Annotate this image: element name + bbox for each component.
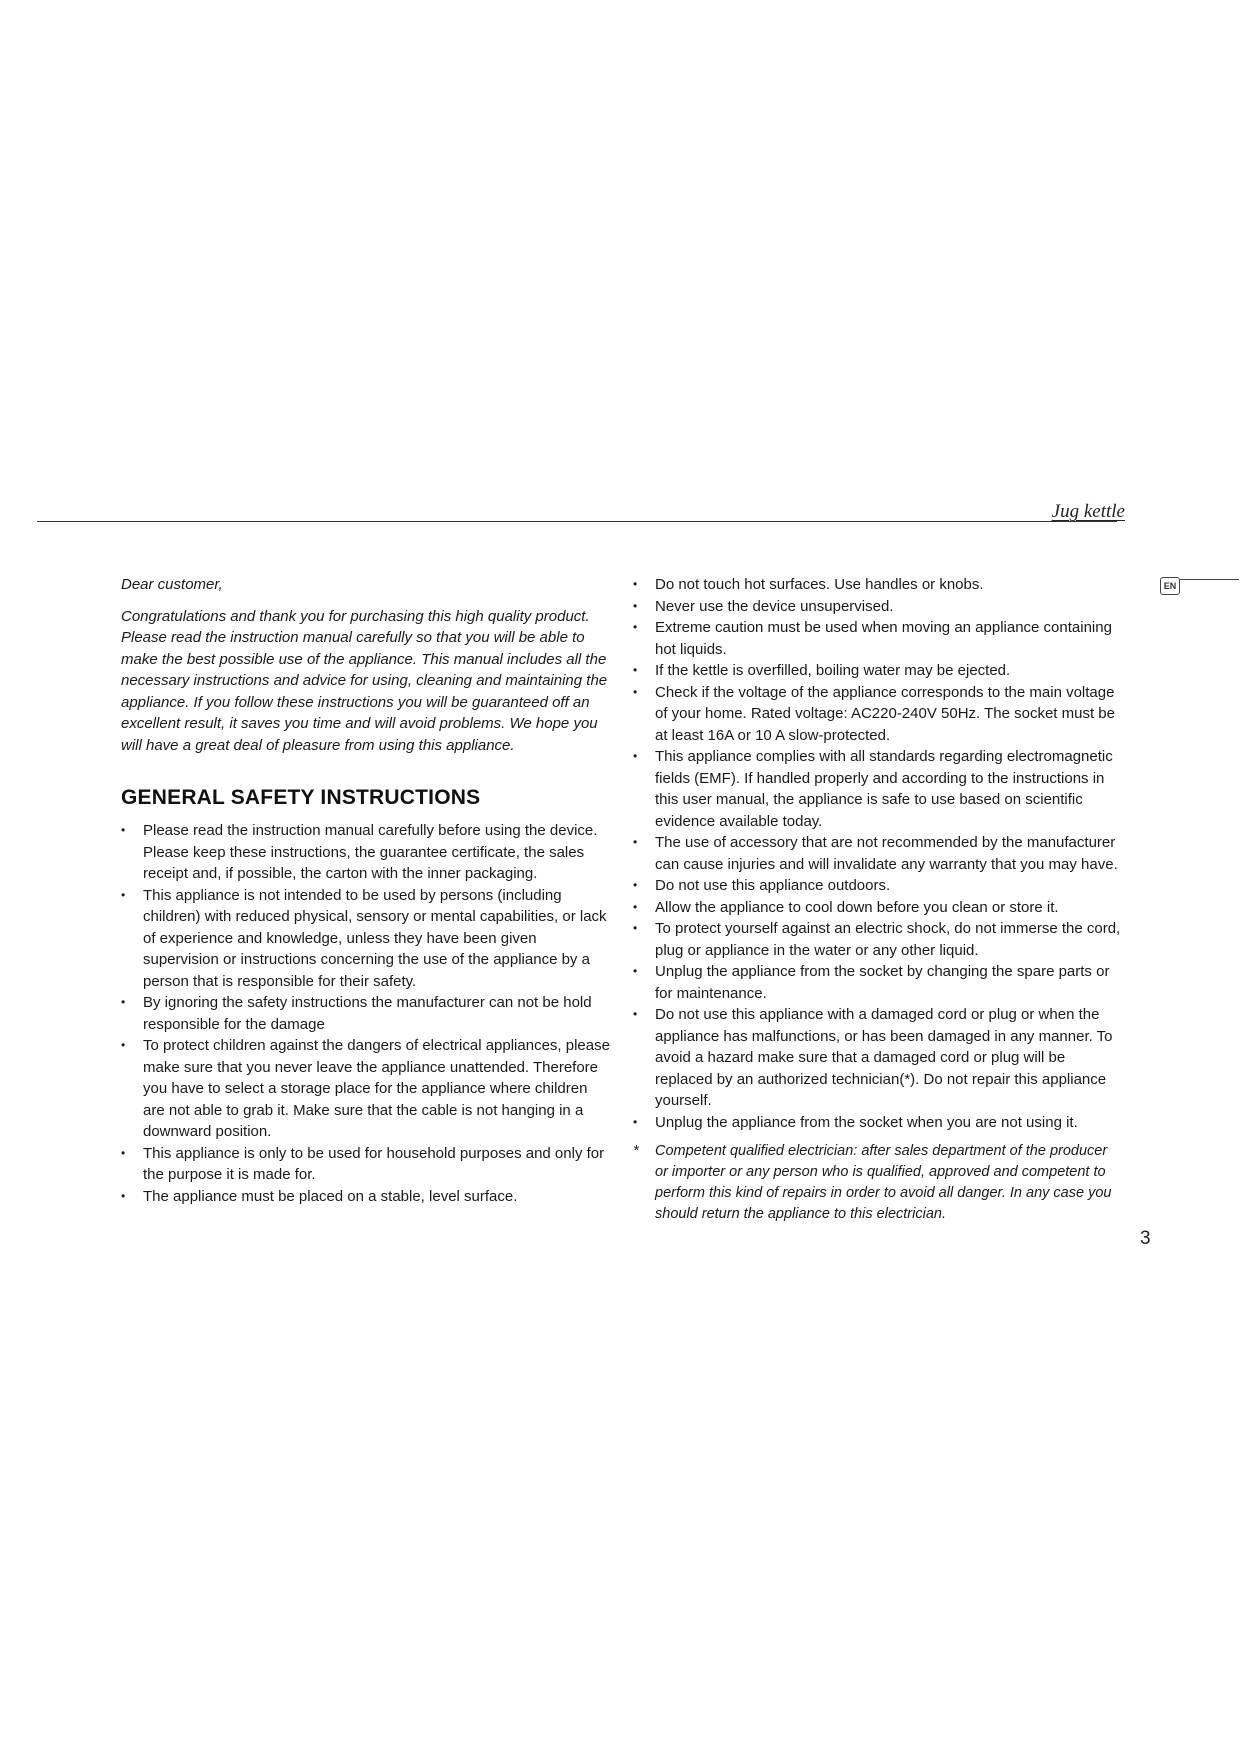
- page-header-title: Jug kettle: [1051, 501, 1125, 522]
- list-item: • Unplug the appliance from the socket by changing the spare parts or for maintenance.: [633, 961, 1123, 1004]
- list-item: • To protect children against the dangers of electrical appliances, please make sure that you never leave the appliance unattended. Therefore you have to select a storage place for the appliance where children are not able to grab it. Make sure that the cable is not hanging in a downward position.: [121, 1035, 613, 1143]
- list-item: • Allow the appliance to cool down before you clean or store it.: [633, 897, 1123, 919]
- page-number: 3: [1140, 1228, 1151, 1249]
- list-item: • Do not use this appliance outdoors.: [633, 875, 1123, 897]
- intro-paragraph: Congratulations and thank you for purchasing this high quality product. Please read the instruction manual carefully so that you will be able to make the best possible use of the appliance. This manual includes all the necessary instructions and advice for using, cleaning and maintaining the appliance. If you follow these instructions you will be guaranteed off an excellent result, it saves you time and will avoid problems. We hope you will have a great deal of pleasure from using this appliance.: [121, 607, 608, 754]
- list-item: • Never use the device unsupervised.: [633, 596, 1123, 618]
- left-column: [121, 574, 613, 1207]
- safety-list-left: [121, 820, 613, 1207]
- list-item: • This appliance is only to be used for household purposes and only for the purpose it is made for.: [121, 1143, 613, 1186]
- greeting: Dear customer,: [121, 576, 223, 593]
- right-column: [633, 574, 1123, 1225]
- list-item: • Check if the voltage of the appliance corresponds to the main voltage of your home. Rated voltage: AC220-240V 50Hz. The socket must be at least 16A or 10 A slow-protected.: [633, 682, 1123, 747]
- safety-list-right: [633, 574, 1123, 1133]
- list-item: • If the kettle is overfilled, boiling water may be ejected.: [633, 660, 1123, 682]
- list-item: • Do not touch hot surfaces. Use handles or knobs.: [633, 574, 1123, 596]
- list-item: • Unplug the appliance from the socket when you are not using it.: [633, 1112, 1123, 1134]
- language-tab: [1160, 577, 1239, 599]
- list-item: • The use of accessory that are not recommended by the manufacturer can cause injuries and will invalidate any warranty that you may have.: [633, 832, 1123, 875]
- footnote-text: Competent qualified electrician: after sales department of the producer or importer or any person who is qualified, approved and competent to perform this kind of repairs in order to avoid all danger. In any case you should return the appliance to this electrician.: [655, 1143, 1112, 1222]
- header-rule: [37, 521, 1117, 522]
- list-item: • Please read the instruction manual carefully before using the device. Please keep these instructions, the guarantee certificate, the sales receipt and, if possible, the carton with the inner packaging.: [121, 820, 613, 885]
- language-badge: EN: [1160, 577, 1180, 595]
- section-heading: GENERAL SAFETY INSTRUCTIONS: [121, 786, 481, 809]
- language-tab-rule: [1180, 579, 1239, 580]
- list-item: • The appliance must be placed on a stable, level surface.: [121, 1186, 613, 1208]
- list-item: • To protect yourself against an electric shock, do not immerse the cord, plug or appliance in the water or any other liquid.: [633, 918, 1123, 961]
- list-item: • This appliance is not intended to be used by persons (including children) with reduced physical, sensory or mental capabilities, or lack of experience and knowledge, unless they have been given supervision or instructions concerning the use of the appliance by a person that is responsible for their safety.: [121, 885, 613, 993]
- list-item: • By ignoring the safety instructions the manufacturer can not be hold responsible for the damage: [121, 992, 613, 1035]
- footnote: [633, 1141, 1123, 1225]
- footnote-mark: *: [633, 1143, 639, 1159]
- list-item: • Do not use this appliance with a damaged cord or plug or when the appliance has malfunctions, or has been damaged in any manner. To avoid a hazard make sure that a damaged cord or plug will be replaced by an authorized technician(*). Do not repair this appliance yourself.: [633, 1004, 1123, 1112]
- list-item: • Extreme caution must be used when moving an appliance containing hot liquids.: [633, 617, 1123, 660]
- list-item: • This appliance complies with all standards regarding electromagnetic fields (EMF). If handled properly and according to the instructions in this user manual, the appliance is safe to use based on scientific evidence available today.: [633, 746, 1123, 832]
